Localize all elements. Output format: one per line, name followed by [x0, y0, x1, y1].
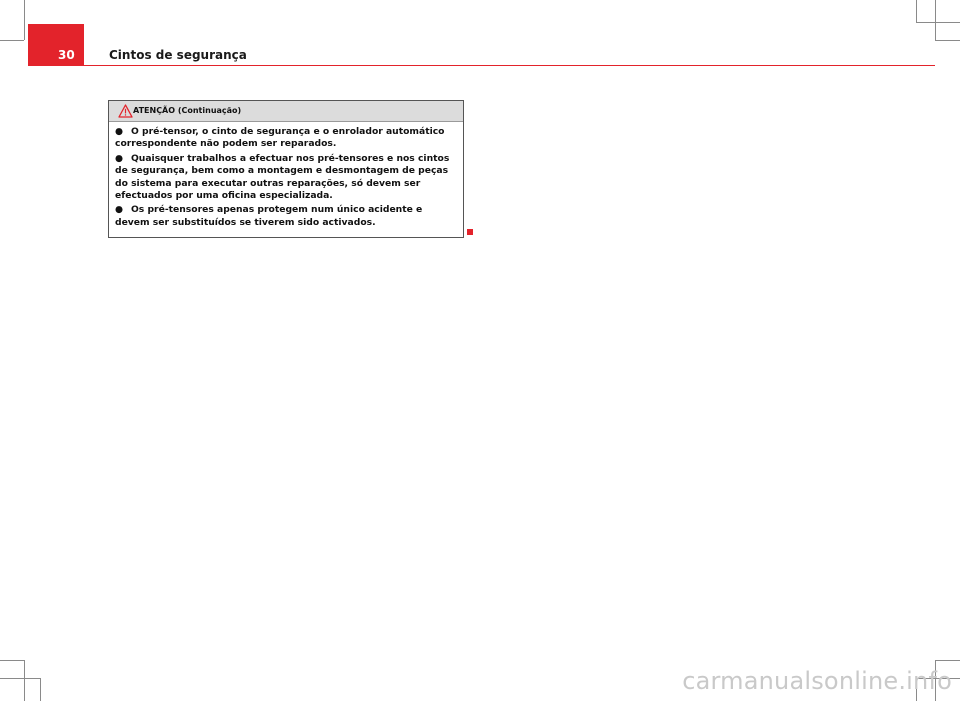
- crop-mark: [935, 40, 960, 41]
- crop-mark: [916, 22, 960, 23]
- warning-item-text: Os pré-tensores apenas protegem num único acidente e devem ser substituídos se tiverem sido activados.: [115, 204, 423, 228]
- crop-mark: [40, 678, 41, 701]
- page-number: 30: [58, 48, 75, 62]
- watermark: carmanualsonline.info: [682, 667, 952, 695]
- warning-item-text: O pré-tensor, o cinto de segurança e o enrolador automático correspondente não podem ser reparados.: [115, 126, 445, 150]
- warning-header: [109, 101, 463, 122]
- section-end-marker: [467, 229, 473, 235]
- warning-item: [115, 153, 457, 203]
- crop-mark: [916, 0, 917, 22]
- warning-box: [108, 100, 464, 238]
- crop-mark: [0, 40, 24, 41]
- crop-mark: [0, 678, 40, 679]
- warning-body: [109, 122, 463, 229]
- crop-mark: [935, 0, 936, 40]
- warning-triangle-icon: [118, 104, 133, 118]
- warning-title: ATENÇÃO (Continuação): [133, 106, 242, 115]
- warning-item-text: Quaisquer trabalhos a efectuar nos pré-tensores e nos cintos de segurança, bem como a montagem e desmontagem de peças do sistema para executar outras reparações, só devem ser efectuados por uma oficina especializada.: [115, 152, 450, 202]
- crop-mark: [24, 660, 25, 701]
- warning-item: [115, 204, 457, 229]
- bullet: ●: [115, 152, 124, 164]
- chapter-title: Cintos de segurança: [109, 48, 247, 62]
- crop-mark: [24, 0, 25, 40]
- warning-item: [115, 126, 457, 151]
- header-rule: [84, 65, 935, 66]
- page-number-tab: [28, 24, 84, 66]
- crop-mark: [935, 660, 960, 661]
- crop-mark: [0, 660, 24, 661]
- bullet: ●: [115, 204, 124, 216]
- bullet: ●: [115, 126, 124, 137]
